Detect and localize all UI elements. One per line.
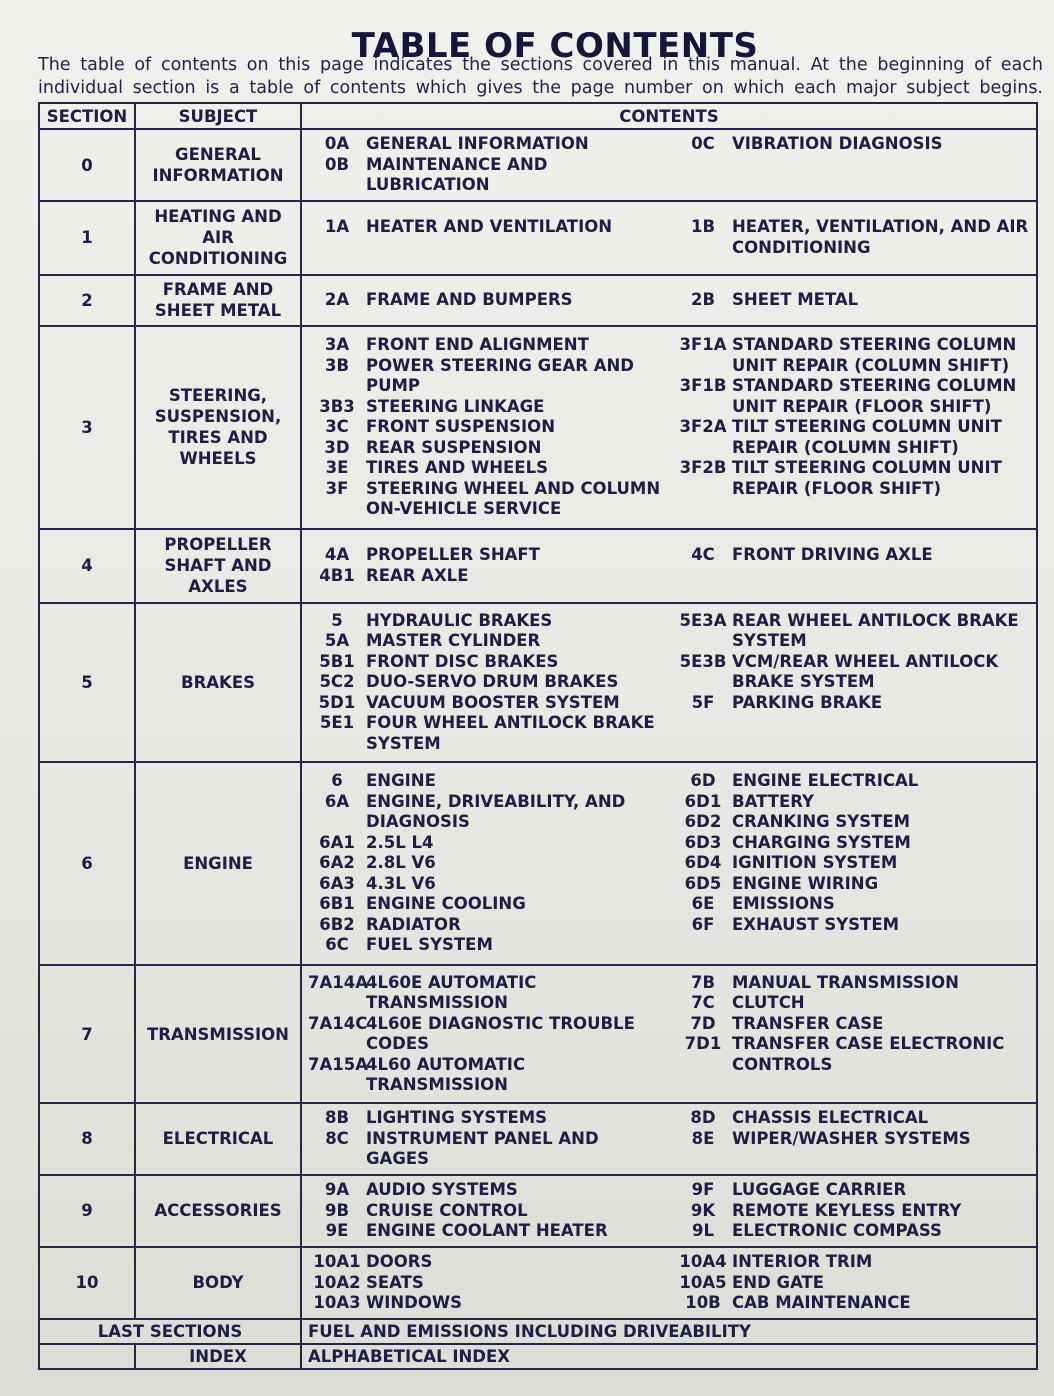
entry-title: TILT STEERING COLUMN UNIT REPAIR (FLOOR SHIFT) [732,458,1002,498]
contents-entry [308,672,664,693]
contents-entry [674,874,1030,895]
entry-code: 9L [692,1221,714,1241]
entry-code: 2B [690,289,716,309]
entry-title: ELECTRONIC COMPASS [732,1221,942,1241]
contents-entry [674,1034,1030,1075]
contents-column-right [674,1180,1030,1242]
entry-title: CRANKING SYSTEM [732,812,911,832]
contents-entry [308,1108,664,1129]
section-contents [301,1103,1037,1175]
contents-entry [308,155,664,196]
section-row [39,275,1037,326]
entry-code: 5D1 [318,692,356,712]
section-row [39,762,1037,965]
section-row [39,1103,1037,1175]
entry-title: RADIATOR [366,914,461,934]
entry-code: 4C [691,545,715,565]
entry-title: 2.5L L4 [366,832,434,852]
section-number: 5 [39,603,135,762]
contents-entry [308,1273,664,1294]
entry-title: HEATER AND VENTILATION [366,217,613,237]
contents-entry [674,693,1030,714]
index-blank-cell [39,1344,135,1369]
contents-column-right [674,1108,1030,1170]
entry-title: STEERING LINKAGE [366,396,545,416]
entry-title: TIRES AND WHEELS [366,458,548,478]
contents-entry [674,417,1030,458]
contents-column-right [674,134,1030,196]
index-text: ALPHABETICAL INDEX [301,1344,1037,1369]
entry-title: GENERAL INFORMATION [366,134,589,154]
entry-title: EXHAUST SYSTEM [732,914,900,934]
entry-code: 8E [691,1128,715,1148]
index-label: INDEX [135,1344,301,1369]
contents-entry [674,771,1030,792]
contents-column-left [308,545,664,586]
entry-code: 6A3 [319,873,355,893]
entry-title: MANUAL TRANSMISSION [732,972,959,992]
entry-code: 5E3A [679,610,727,630]
entry-code: 5B1 [319,651,355,671]
entry-code: 5 [331,610,343,630]
entry-code: 6D2 [684,812,722,832]
entry-code: 3C [325,417,349,437]
contents-entry [308,652,664,673]
section-contents [301,275,1037,326]
contents-entry [674,376,1030,417]
contents-entry [674,1273,1030,1294]
entry-title: STANDARD STEERING COLUMN UNIT REPAIR (FLOOR SHIFT) [732,376,1017,416]
entry-code: 9K [690,1200,716,1220]
section-row [39,1247,1037,1319]
contents-entry [674,652,1030,693]
contents-entry [308,356,664,397]
contents-entry [674,217,1030,258]
contents-entry [308,335,664,356]
entry-title: TILT STEERING COLUMN UNIT REPAIR (COLUMN SHIFT) [732,417,1002,457]
entry-title: END GATE [732,1272,825,1292]
page-title: TABLE OF CONTENTS [351,26,759,66]
section-number: 10 [39,1247,135,1319]
entry-title: DUO-SERVO DRUM BRAKES [366,672,619,692]
section-number: 2 [39,275,135,326]
entry-code: 6F [691,914,715,934]
entry-title: POWER STEERING GEAR AND PUMP [366,355,634,396]
contents-entry [308,1129,664,1170]
contents-column-right [674,290,1030,311]
entry-code: 6D4 [684,853,722,873]
entry-title: REMOTE KEYLESS ENTRY [732,1200,962,1220]
entry-title: REAR SUSPENSION [366,437,542,457]
header-contents: CONTENTS [301,103,1037,129]
entry-title: 2.8L V6 [366,853,436,873]
entry-title: CAB MAINTENANCE [732,1293,911,1313]
contents-entry [308,631,664,652]
contents-column-right [674,973,1030,1096]
entry-title: HEATER, VENTILATION, AND AIR CONDITIONING [732,217,1029,257]
contents-entry [308,894,664,915]
contents-entry [674,290,1030,311]
contents-column-left [308,335,664,520]
entry-title: CLUTCH [732,993,805,1013]
contents-entry [674,1293,1030,1314]
section-contents [301,129,1037,201]
section-number: 8 [39,1103,135,1175]
entry-code: 7B [690,972,716,992]
contents-entry [308,1201,664,1222]
contents-column-right [674,611,1030,755]
contents-entry [674,973,1030,994]
entry-code: 5C2 [319,672,355,692]
contents-entry [308,1221,664,1242]
entry-title: 4L60E AUTOMATIC TRANSMISSION [366,972,537,1013]
contents-column-left [308,973,664,1096]
section-row [39,529,1037,603]
contents-entry [308,1293,664,1314]
entry-code: 9B [324,1200,350,1220]
section-subject: HEATING AND AIR CONDITIONING [135,201,301,275]
section-contents [301,1175,1037,1247]
contents-column-left [308,1180,664,1242]
entry-code: 3F1A [679,335,727,355]
entry-code: 6A2 [319,853,355,873]
section-subject: STEERING, SUSPENSION, TIRES AND WHEELS [135,326,301,529]
entry-code: 3F2B [679,458,727,478]
entry-title: ENGINE WIRING [732,873,879,893]
entry-title: TRANSFER CASE [732,1013,884,1033]
contents-entry [308,438,664,459]
intro-paragraph: The table of contents on this page indicates the sections covered in this manual. At the beginning of each individual section is a table of contents which gives the page number on which each major subject begins. [38,55,1043,98]
entry-title: INSTRUMENT PANEL AND GAGES [366,1128,599,1169]
section-contents [301,965,1037,1103]
entry-title: TRANSFER CASE ELECTRONIC CONTROLS [732,1034,1005,1074]
contents-entry [674,833,1030,854]
entry-title: VIBRATION DIAGNOSIS [732,134,943,154]
entry-code: 5E3B [679,651,727,671]
entry-title: CHASSIS ELECTRICAL [732,1108,929,1128]
entry-code: 9E [325,1221,349,1241]
contents-entry [674,1108,1030,1129]
entry-code: 10A1 [313,1252,361,1272]
entry-code: 0A [324,134,350,154]
entry-code: 6D5 [684,873,722,893]
entry-title: PARKING BRAKE [732,692,883,712]
section-number: 9 [39,1175,135,1247]
contents-column-left [308,290,664,311]
entry-title: AUDIO SYSTEMS [366,1180,518,1200]
entry-code: 9A [324,1180,350,1200]
entry-title: FUEL SYSTEM [366,935,493,955]
entry-title: IGNITION SYSTEM [732,853,898,873]
entry-title: STANDARD STEERING COLUMN UNIT REPAIR (COLUMN SHIFT) [732,335,1017,375]
entry-code: 4A [324,545,350,565]
entry-title: EMISSIONS [732,894,835,914]
section-number: 0 [39,129,135,201]
entry-title: SHEET METAL [732,289,859,309]
entry-code: 7D [690,1013,716,1033]
entry-code: 5F [691,692,715,712]
entry-title: 4L60E DIAGNOSTIC TROUBLE CODES [366,1013,635,1054]
contents-entry [308,458,664,479]
entry-code: 8D [690,1108,716,1128]
entry-code: 3E [325,458,349,478]
entry-title: 4.3L V6 [366,873,436,893]
entry-code: 7A14C [308,1013,368,1033]
entry-code: 1B [690,217,716,237]
entry-title: REAR WHEEL ANTILOCK BRAKE SYSTEM [732,610,1019,651]
contents-column-left [308,611,664,755]
contents-entry [308,792,664,833]
contents-entry [674,1014,1030,1035]
section-contents [301,201,1037,275]
section-row [39,201,1037,275]
contents-entry [308,973,664,1014]
entry-title: SEATS [366,1272,424,1292]
entry-code: 6D3 [684,832,722,852]
entry-code: 2A [324,289,350,309]
contents-column-left [308,1108,664,1170]
entry-code: 10A4 [679,1252,727,1272]
contents-entry [308,417,664,438]
contents-entry [674,792,1030,813]
contents-entry [674,812,1030,833]
entry-code: 5A [324,631,350,651]
entry-code: 3B [324,355,350,375]
contents-column-left [308,217,664,258]
contents-entry [308,771,664,792]
section-row [39,603,1037,762]
section-row [39,129,1037,201]
entry-code: 6B2 [319,914,355,934]
contents-column-right [674,1252,1030,1314]
contents-table [38,102,1038,1370]
header-subject: SUBJECT [135,103,301,129]
contents-entry [674,1221,1030,1242]
entry-title: REAR AXLE [366,565,469,585]
entry-title: ENGINE ELECTRICAL [732,771,919,791]
entry-title: FRONT DISC BRAKES [366,651,559,671]
section-number: 7 [39,965,135,1103]
section-number: 6 [39,762,135,965]
entry-code: 6B1 [319,894,355,914]
contents-entry [674,1252,1030,1273]
contents-entry [674,335,1030,376]
entry-title: FRONT SUSPENSION [366,417,556,437]
contents-entry [308,217,664,238]
entry-title: WINDOWS [366,1293,462,1313]
entry-code: 10A5 [679,1272,727,1292]
contents-entry [308,935,664,956]
last-sections-text: FUEL AND EMISSIONS INCLUDING DRIVEABILITY [301,1319,1037,1344]
entry-title: MASTER CYLINDER [366,631,541,651]
entry-code: 7C [691,993,715,1013]
entry-code: 10A3 [313,1293,361,1313]
contents-entry [308,713,664,754]
section-subject: ENGINE [135,762,301,965]
contents-entry [308,479,664,520]
contents-entry [308,545,664,566]
entry-code: 6 [331,771,343,791]
entry-code: 0C [691,134,715,154]
contents-entry [674,458,1030,499]
contents-column-right [674,217,1030,258]
entry-code: 3D [324,437,350,457]
contents-column-left [308,771,664,956]
section-contents [301,1247,1037,1319]
entry-code: 6D1 [684,791,722,811]
entry-title: LUGGAGE CARRIER [732,1180,907,1200]
section-subject: ACCESSORIES [135,1175,301,1247]
entry-code: 4B1 [319,565,355,585]
contents-entry [308,833,664,854]
entry-code: 1A [324,217,350,237]
contents-entry [308,290,664,311]
entry-title: BATTERY [732,791,814,811]
section-row [39,326,1037,529]
section-subject: BODY [135,1247,301,1319]
section-contents [301,529,1037,603]
entry-code: 6A [324,791,350,811]
entry-title: HYDRAULIC BRAKES [366,610,553,630]
header-section: SECTION [39,103,135,129]
section-contents [301,603,1037,762]
entry-code: 6C [325,935,349,955]
entry-title: FOUR WHEEL ANTILOCK BRAKE SYSTEM [366,713,655,753]
entry-code: 5E1 [319,713,355,733]
entry-title: INTERIOR TRIM [732,1252,873,1272]
contents-entry [308,566,664,587]
entry-title: PROPELLER SHAFT [366,545,540,565]
contents-body [39,129,1037,1319]
entry-title: ENGINE, DRIVEABILITY, AND DIAGNOSIS [366,791,626,832]
contents-entry [674,853,1030,874]
entry-title: CRUISE CONTROL [366,1200,528,1220]
entry-code: 7D1 [684,1034,722,1054]
entry-title: VCM/REAR WHEEL ANTILOCK BRAKE SYSTEM [732,651,999,692]
section-subject: FRAME AND SHEET METAL [135,275,301,326]
entry-code: 9F [691,1180,715,1200]
contents-column-left [308,134,664,196]
section-contents [301,762,1037,965]
entry-title: VACUUM BOOSTER SYSTEM [366,692,620,712]
entry-code: 6D [690,771,716,791]
entry-title: ENGINE COOLING [366,894,526,914]
entry-code: 3A [324,335,350,355]
entry-code: 10A2 [313,1272,361,1292]
section-number: 4 [39,529,135,603]
contents-entry [308,134,664,155]
entry-code: 8B [324,1108,350,1128]
contents-entry [674,915,1030,936]
entry-title: CHARGING SYSTEM [732,832,911,852]
contents-entry [674,894,1030,915]
contents-entry [308,1252,664,1273]
contents-column-left [308,1252,664,1314]
entry-code: 7A14A [308,972,368,992]
entry-title: STEERING WHEEL AND COLUMN ON-VEHICLE SERVICE [366,478,661,519]
entry-title: LIGHTING SYSTEMS [366,1108,548,1128]
section-subject: ELECTRICAL [135,1103,301,1175]
section-row [39,1175,1037,1247]
entry-code: 7A15A [308,1054,368,1074]
contents-column-right [674,771,1030,956]
contents-entry [308,1180,664,1201]
entry-title: ENGINE [366,771,436,791]
entry-title: WIPER/WASHER SYSTEMS [732,1128,971,1148]
contents-column-right [674,545,1030,586]
entry-code: 0B [324,154,350,174]
entry-title: FRONT END ALIGNMENT [366,335,589,355]
contents-entry [308,397,664,418]
entry-title: MAINTENANCE AND LUBRICATION [366,154,548,195]
section-subject: PROPELLER SHAFT AND AXLES [135,529,301,603]
entry-title: 4L60 AUTOMATIC TRANSMISSION [366,1054,526,1095]
contents-entry [308,874,664,895]
contents-entry [308,1014,664,1055]
contents-entry [308,915,664,936]
entry-title: FRONT DRIVING AXLE [732,545,933,565]
section-number: 3 [39,326,135,529]
entry-code: 3F [325,478,349,498]
contents-entry [674,993,1030,1014]
section-subject: TRANSMISSION [135,965,301,1103]
contents-entry [308,693,664,714]
entry-code: 3F2A [679,417,727,437]
section-number: 1 [39,201,135,275]
section-subject: BRAKES [135,603,301,762]
section-row [39,965,1037,1103]
contents-entry [308,1055,664,1096]
contents-entry [674,1180,1030,1201]
entry-code: 10B [685,1293,721,1313]
contents-entry [674,1201,1030,1222]
contents-entry [674,611,1030,652]
contents-entry [674,134,1030,155]
section-subject: GENERAL INFORMATION [135,129,301,201]
contents-entry [308,853,664,874]
contents-entry [308,611,664,632]
contents-entry [674,1129,1030,1150]
contents-column-right [674,335,1030,520]
contents-entry [674,545,1030,566]
entry-code: 3B3 [319,396,355,416]
entry-title: FRAME AND BUMPERS [366,289,573,309]
section-contents [301,326,1037,529]
entry-code: 3F1B [679,376,727,396]
entry-title: DOORS [366,1252,433,1272]
entry-code: 6A1 [319,832,355,852]
entry-code: 8C [325,1128,349,1148]
entry-title: ENGINE COOLANT HEATER [366,1221,608,1241]
last-sections-label: LAST SECTIONS [39,1319,301,1344]
entry-code: 6E [691,894,715,914]
